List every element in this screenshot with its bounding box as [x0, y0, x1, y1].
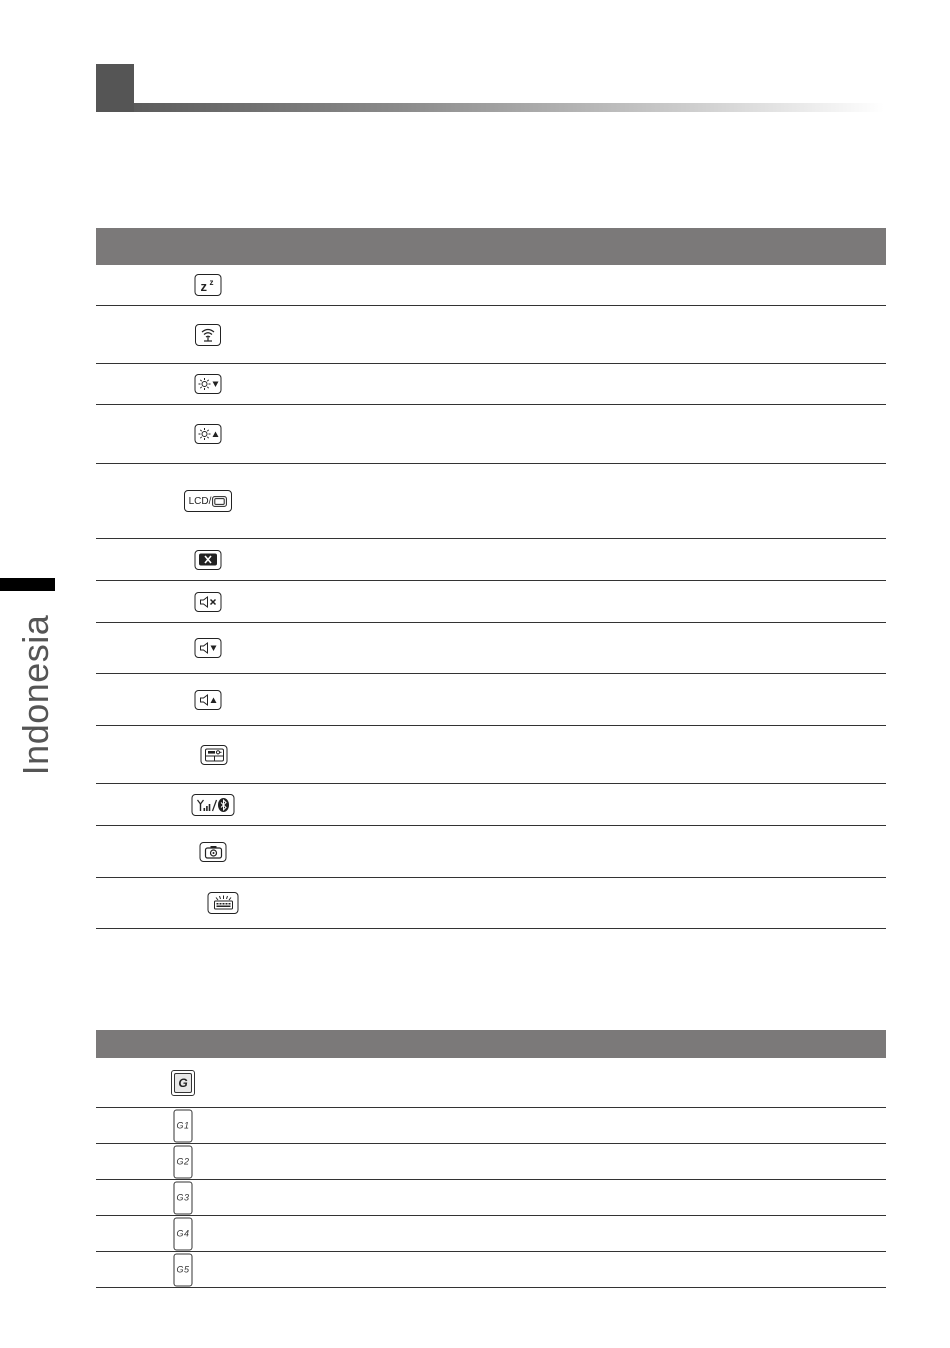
- sleep-zz-icon: [195, 274, 222, 296]
- table-row: [96, 405, 886, 464]
- touchpad-toggle-icon: [201, 745, 228, 765]
- table-row: [96, 674, 886, 726]
- table-row: [96, 464, 886, 539]
- camera-icon: [200, 842, 227, 862]
- language-tab-marker: [0, 578, 55, 591]
- brightness-up-icon: [195, 424, 222, 444]
- section-header-gradient-bar: [134, 103, 884, 112]
- g4-key: G4: [174, 1217, 193, 1250]
- table-row: [96, 623, 886, 674]
- table-row: [96, 1144, 886, 1180]
- display-toggle-icon: [184, 490, 232, 512]
- table-row: [96, 1180, 886, 1216]
- display-toggle-label: [189, 496, 228, 507]
- table-row: [96, 306, 886, 364]
- section-header-block: [96, 64, 134, 112]
- table-row: [96, 364, 886, 405]
- g-key-table-header: [96, 1030, 886, 1058]
- fn-key-table: [96, 228, 886, 929]
- g2-key: G2: [174, 1145, 193, 1178]
- section-header-corner: [134, 64, 148, 103]
- table-row: [96, 1058, 886, 1108]
- monitor-icon: [212, 496, 227, 507]
- g-key-main: [171, 1070, 195, 1096]
- mute-icon: [195, 592, 222, 612]
- table-row: [96, 784, 886, 826]
- g-key-main-label: G: [174, 1073, 192, 1093]
- language-tab-label: Indonesia: [15, 614, 56, 776]
- svg-text:z: z: [200, 279, 207, 293]
- brightness-down-icon: [195, 374, 222, 394]
- table-row: [96, 726, 886, 784]
- volume-down-icon: [195, 638, 222, 658]
- lcd-label: LCD/: [188, 495, 212, 507]
- g1-key: G1: [174, 1109, 193, 1142]
- wireless-toggle-icon: [195, 324, 221, 346]
- g5-key: G5: [174, 1253, 193, 1286]
- g-key-table: [96, 1030, 886, 1288]
- keyboard-backlight-icon: [208, 892, 239, 914]
- table-row: [96, 878, 886, 929]
- table-row: [96, 826, 886, 878]
- 3g-bluetooth-icon: [192, 794, 235, 816]
- fn-key-table-header: [96, 228, 886, 265]
- volume-up-icon: [195, 690, 222, 710]
- table-row: [96, 581, 886, 623]
- g3-key: G3: [174, 1181, 193, 1214]
- table-row: [96, 265, 886, 306]
- svg-text:z: z: [209, 278, 213, 287]
- table-row: [96, 1216, 886, 1252]
- touchpad-off-icon: [195, 550, 222, 570]
- table-row: [96, 1108, 886, 1144]
- table-row: [96, 1252, 886, 1288]
- table-row: [96, 539, 886, 581]
